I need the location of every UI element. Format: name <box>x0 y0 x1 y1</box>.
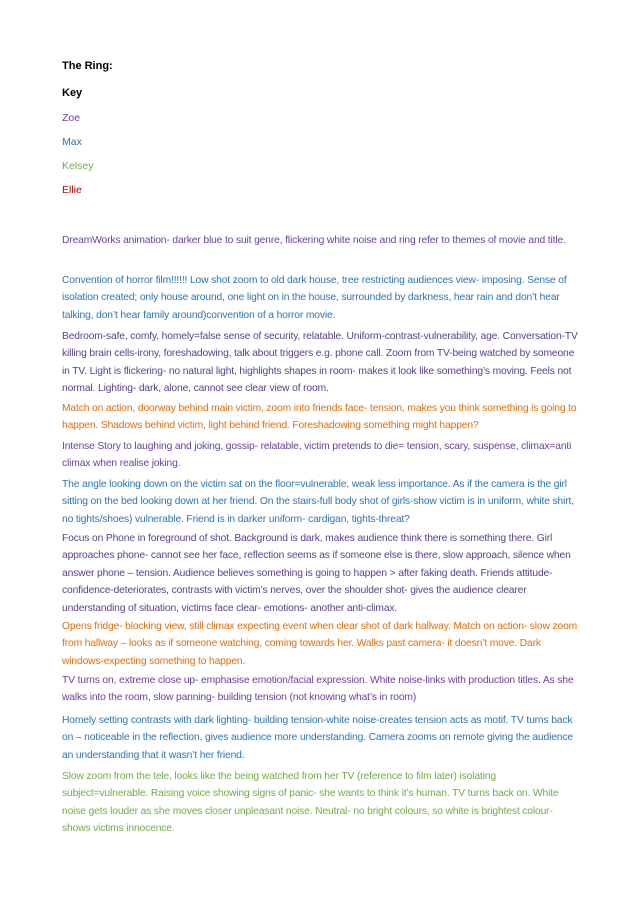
key-entry-ellie: Ellie <box>62 184 82 196</box>
paragraph: Slow zoom from the tele, looks like the being watched from her TV (reference to film later) isolating subject=vulnerable. Raising voice showing signs of panic- she wants to think it’s human. TV turns back on. White noise gets louder as she moves closer unpleasant noise. Neutral- no bright colours, so white is brightest colour- shows victims innocence. <box>62 771 559 835</box>
paragraph: Match on action, doorway behind main victim, zoom into friends face- tension, makes you think something is going to happen. Shadows behind victim, light behind friend. Foreshadowing something might happen? <box>62 403 577 432</box>
paragraph: The angle looking down on the victim sat on the floor=vulnerable, weak less importance. As if the camera is the girl sitting on the bed looking down at her friend. On the stairs-full body shot of girls-show victim is in uniform, white shirt, no tights/shoes) vulnerable. Friend is in darker uniform- cardigan, tights-threat? <box>62 479 574 525</box>
paragraph: Intense Story to laughing and joking, gossip- relatable, victim pretends to die= tension, scary, suspense, climax=anti climax when realise joking. <box>62 441 572 470</box>
paragraph: DreamWorks animation- darker blue to suit genre, flickering white noise and ring refer to themes of movie and title. <box>62 235 566 246</box>
paragraph: Homely setting contrasts with dark lighting- building tension-white noise-creates tension acts as motif. TV turns back on – noticeable in the reflection, gives audience more understanding. Camera zooms on remote giving the audience an understanding that it wasn’t her friend. <box>62 715 573 761</box>
key-heading: Key <box>62 87 83 99</box>
paragraph: Focus on Phone in foreground of shot. Background is dark, makes audience think there is something there. Girl approaches phone- cannot see her face, reflection seems as if someone else is there, slow approach, silence when answer phone – tension. Audience believes something is going to happen > after faking death. Friends attitude-confidence-deteriorates, contrasts with victim’s nerves, over the shoulder shot- gives the audience clearer understanding of situation, victims face clear- emotions- another anti-climax. <box>62 533 571 614</box>
document-title: The Ring: <box>62 60 113 72</box>
paragraph: TV turns on, extreme close up- emphasise emotion/facial expression. White noise-links with production titles. As she walks into the room, slow panning- building tension (not knowing what’s in room) <box>62 675 574 704</box>
paragraph: Opens fridge- blocking view, still climax expecting event when clear shot of dark hallway. Match on action- slow zoom from hallway – looks as if someone watching, coming towards her. Walks past camera- it doesn’t move. Dark windows-expecting something to happen. <box>62 621 578 667</box>
key-entry-max: Max <box>62 136 82 148</box>
key-entry-kelsey: Kelsey <box>62 160 94 172</box>
key-entry-zoe: Zoe <box>62 112 81 124</box>
paragraph: Convention of horror film!!!!!! Low shot zoom to old dark house, tree restricting audiences view- imposing. Sense of isolation created; only house around, one light on in the house, surrounded by darkness, hear rain and don’t hear talking, don’t hear family around)convention of a horror movie. <box>62 275 567 321</box>
paragraph: Bedroom-safe, comfy, homely=false sense of security, relatable. Uniform-contrast-vulnerability, age. Conversation-TV killing brain cells-irony, foreshadowing, talk about triggers e.g. phone call. Zoom from TV-being watched by someone in TV. Light is flickering- no natural light, highlights shapes in room- makes it look like something’s moving. Feels not normal. Lighting- dark, alone, cannot see clear view of room. <box>62 331 578 395</box>
